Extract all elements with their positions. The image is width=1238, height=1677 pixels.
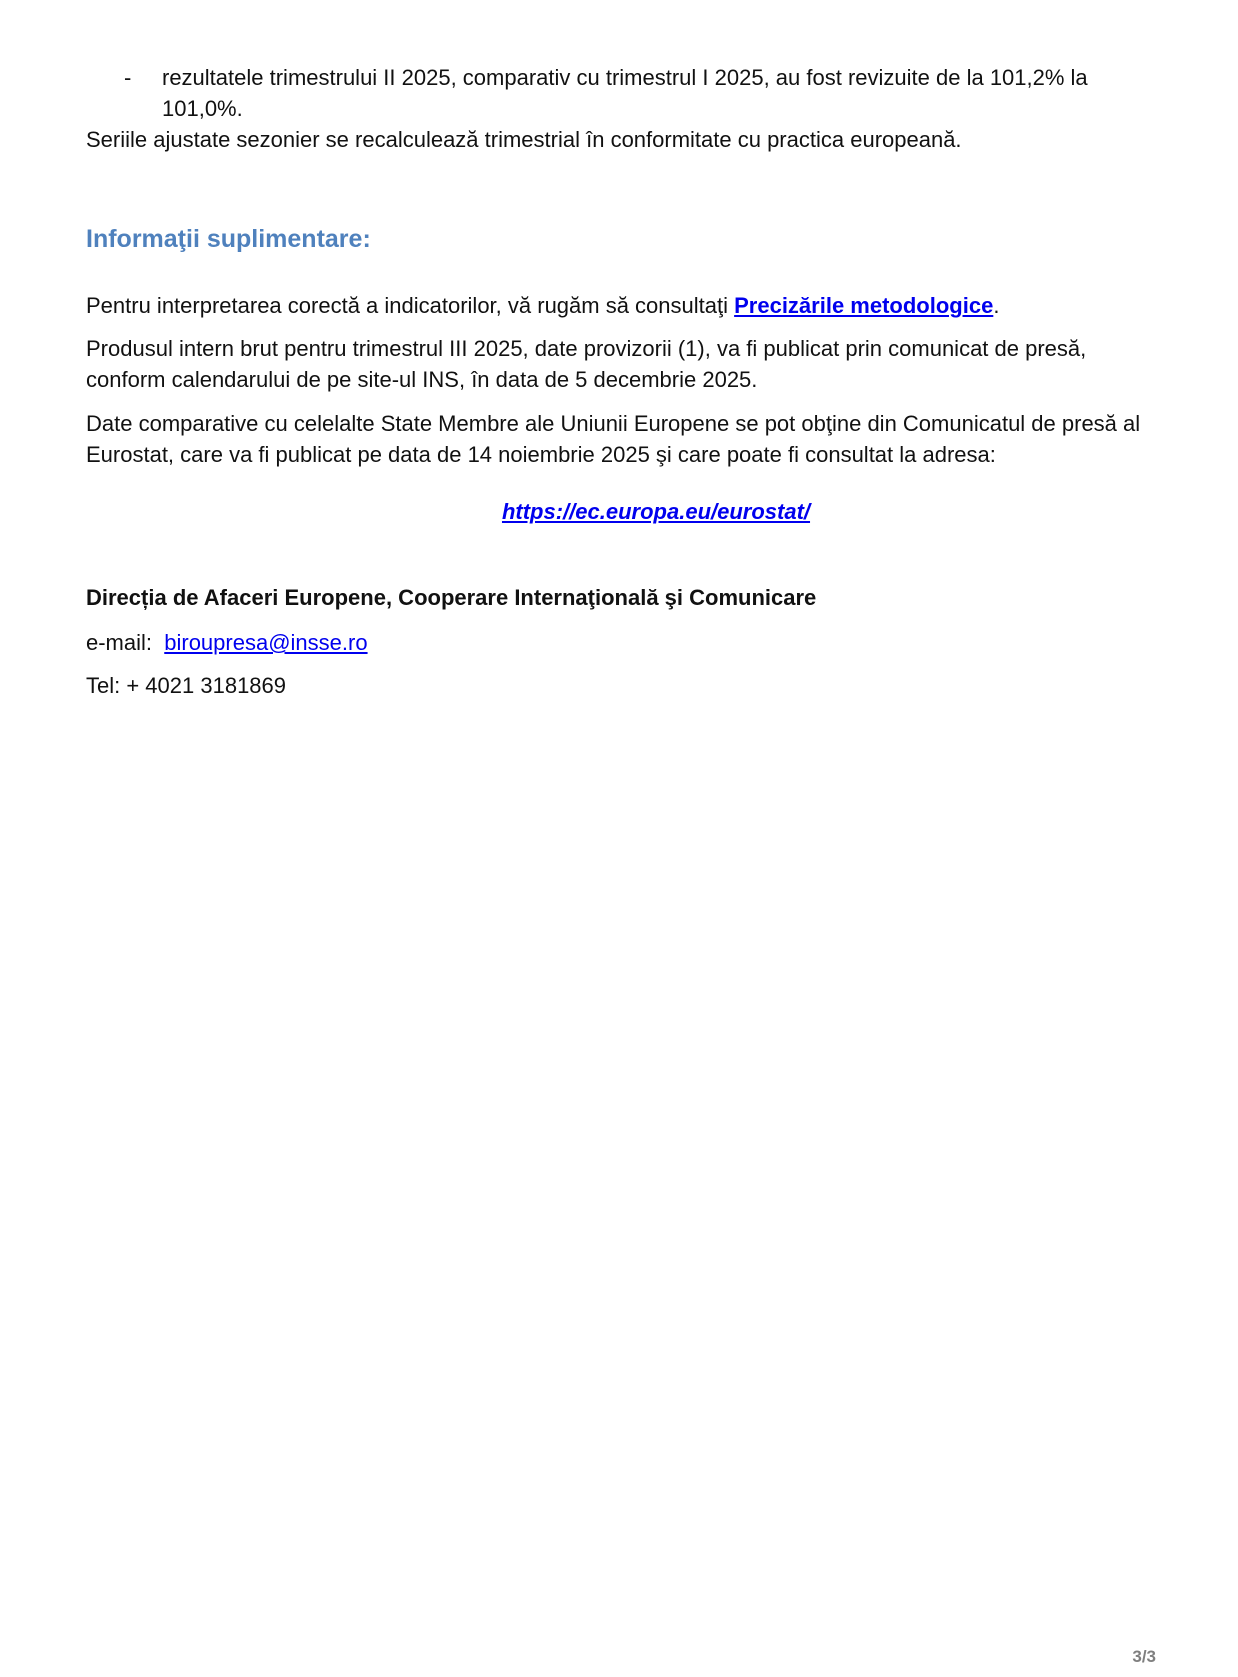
- interpretation-prefix: Pentru interpretarea corectă a indicatorilor, vă rugăm să consultaţi: [86, 293, 735, 318]
- eurostat-link-row: [86, 499, 1226, 525]
- eurostat-comparative-note: Date comparative cu celelalte State Membre ale Uniunii Europene se pot obţine din Comunicatul de presă al Eurostat, care va fi publicat pe data de 14 noiembrie 2025 şi care poate fi consultat la adresa:: [86, 411, 1141, 467]
- eurostat-link[interactable]: https://ec.europa.eu/eurostat/: [501, 499, 811, 524]
- interpretation-suffix: .: [993, 293, 1000, 318]
- telephone: Tel: + 4021 3181869: [86, 673, 287, 698]
- department-name: Direcția de Afaceri Europene, Cooperare Internaţională şi Comunicare: [86, 585, 817, 610]
- email-row: [86, 630, 368, 656]
- email-link[interactable]: biroupresa@insse.ro: [164, 630, 368, 655]
- email-label: e-mail:: [86, 630, 153, 655]
- document-page: [86, 62, 1166, 698]
- page-number: 3/3: [1132, 1647, 1156, 1666]
- gdp-publication-note: Produsul intern brut pentru trimestrul III 2025, date provizorii (1), va fi publicat prin comunicat de presă, conform calendarului de pe site-ul INS, în data de 5 decembrie 2025.: [86, 336, 1087, 392]
- methodology-link[interactable]: Precizările metodologice: [734, 293, 994, 318]
- seasonal-adjustment-note: Seriile ajustate sezonier se recalculează trimestrial în conformitate cu practica europeană.: [86, 127, 962, 152]
- bullet-marker: -: [124, 65, 132, 90]
- bullet-list-item: [86, 62, 1166, 124]
- bullet-text: rezultatele trimestrului II 2025, comparativ cu trimestrul I 2025, au fost revizuite de la 101,2% la 101,0%.: [162, 65, 1088, 121]
- section-heading: Informaţii suplimentare:: [86, 225, 371, 253]
- interpretation-paragraph: [86, 290, 999, 321]
